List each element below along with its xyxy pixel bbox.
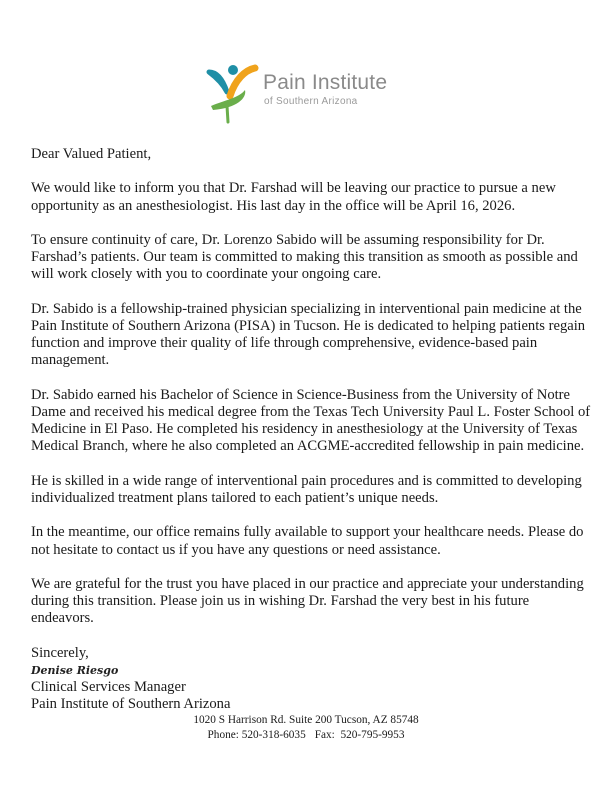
footer-fax: Fax: 520-795-9953 (314, 728, 405, 741)
signature: Denise Riesgo (31, 663, 119, 677)
paragraph-departure: We would like to inform you that Dr. Farshad will be leaving our practice to pursue a new opportunity as an anesthesiologist. His last day in the office will be April 16, 2026. (31, 180, 556, 214)
paragraph-about-sabido: Dr. Sabido is a fellowship-trained physician specializing in interventional pain medicine at the Pain Institute of Southern Arizona (PISA) in Tucson. He is dedicated to helping patients regain function and improve their quality of life through comprehensive, evidence-based pain management. (31, 300, 586, 369)
paragraph-skills: He is skilled in a wide range of interventional pain procedures and is committed to developing individualized treatment plans tailored to each patient’s unique needs. (31, 472, 582, 506)
logo-subtitle: of Southern Arizona (264, 96, 358, 107)
footer-address: 1020 S Harrison Rd. Suite 200 Tucson, AZ 85748 (193, 714, 419, 726)
paragraph-continuity: To ensure continuity of care, Dr. Lorenzo Sabido will be assuming responsibility for Dr. Farshad’s patients. Our team is committed to making this transition as smooth as possible and will work closely with you to coordinate your ongoing care. (31, 231, 578, 283)
paragraph-gratitude: We are grateful for the trust you have placed in our practice and appreciate your understanding during this transition. Please join us in wishing Dr. Farshad the very best in his future endeavors. (31, 575, 584, 627)
paragraph-availability: In the meantime, our office remains fully available to support your healthcare needs. Please do not hesitate to contact us if you have any questions or need assistance. (31, 524, 584, 558)
paragraph-education: Dr. Sabido earned his Bachelor of Science in Science-Business from the University of Notre Dame and received his medical degree from the Texas Tech University Paul L. Foster School of Medicine in El Paso. He completed his residency in anesthesiology at the University of Texas Medical Branch, where he also completed an ACGME-accredited fellowship in pain medicine. (31, 386, 591, 455)
letter-body (31, 146, 591, 714)
footer (0, 713, 612, 742)
pain-institute-logo (205, 62, 405, 124)
logo-name: Pain Institute (263, 71, 388, 94)
salutation: Dear Valued Patient, (31, 146, 152, 162)
closing: Sincerely, (31, 644, 89, 661)
figure-logo-icon (205, 62, 263, 124)
signer-organization: Pain Institute of Southern Arizona (31, 696, 231, 713)
signer-title: Clinical Services Manager (31, 679, 186, 696)
footer-phone: Phone: 520-318-6035 (207, 728, 306, 741)
footer-contact (0, 728, 612, 743)
